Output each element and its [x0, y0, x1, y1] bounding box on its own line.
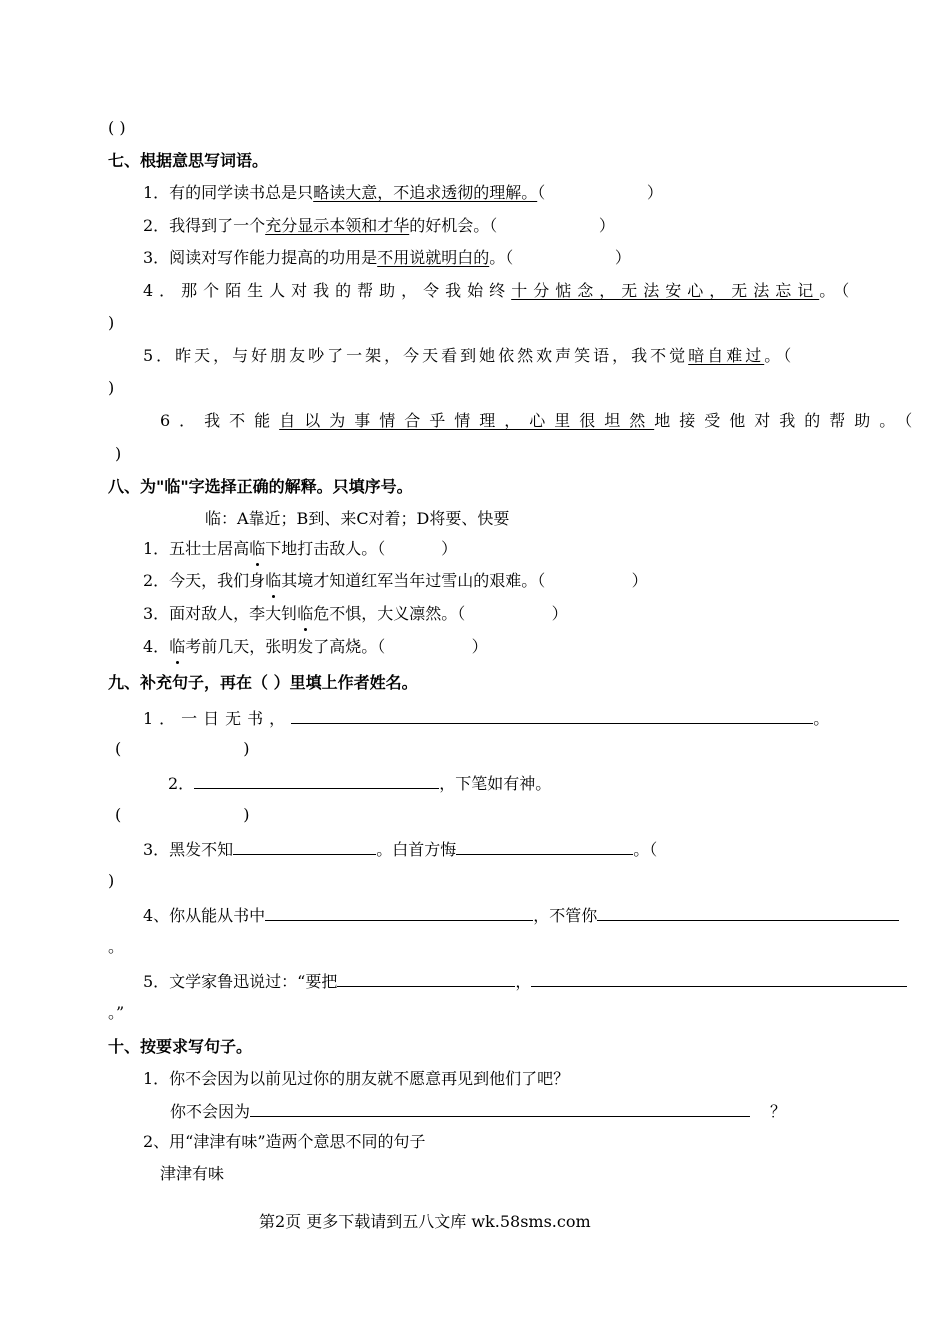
s7-q5-underlined: 暗自难过	[688, 346, 765, 365]
s9-q3-text: 3．黑发不知	[143, 840, 234, 859]
s7-q3-underlined: 不用说就明白的	[377, 248, 490, 267]
s9-q5	[143, 970, 907, 992]
section-9-heading: 九、补充句子，再在（ ）里填上作者姓名。	[108, 673, 418, 692]
s8-q2-marked-char: 临	[265, 571, 282, 590]
s10-q2: 2、用“津津有味”造两个意思不同的句子	[143, 1132, 426, 1151]
s8-q1-text: 1．五壮士居高	[143, 539, 250, 558]
s9-q1-text: 1．一日无书，	[143, 709, 292, 728]
s9-q3-blank-2[interactable]	[456, 838, 633, 855]
s8-q4-text: 4．	[143, 637, 170, 656]
s10-q1-answer-end: ？	[770, 1102, 787, 1121]
s7-q4-cont: )	[108, 313, 115, 332]
s8-q4	[143, 637, 488, 657]
s9-q2	[168, 772, 551, 794]
s7-q1	[143, 183, 663, 203]
s7-q2	[143, 216, 615, 236]
s7-q1-text: 1．有的同学读书总是只	[143, 183, 314, 202]
s9-q3-mid: 。白首方悔	[376, 840, 457, 859]
s7-q6	[160, 411, 921, 431]
s9-q4-blank-1[interactable]	[265, 904, 533, 921]
s8-q4-marked-char: 临	[169, 637, 186, 656]
s8-q3-paren: 危不惧，大义凛然。（ ）	[313, 604, 568, 623]
s7-q4	[143, 281, 855, 301]
s8-q2	[143, 571, 648, 591]
s7-q5	[143, 346, 794, 366]
s9-q2-blank[interactable]	[194, 772, 439, 789]
s10-q2-word: 津津有味	[160, 1164, 225, 1183]
s9-q5-blank-2[interactable]	[531, 970, 907, 987]
s9-q3-blank-1[interactable]	[233, 838, 376, 855]
s8-q3-text: 3．面对敌人，李大钊	[143, 604, 298, 623]
s10-q1-answer-blank[interactable]	[250, 1100, 750, 1117]
s9-q5-mid: ，	[515, 972, 532, 991]
s7-q1-paren: （ ）	[537, 183, 663, 202]
s9-q1-end: 。	[813, 709, 836, 728]
s8-q4-paren: 考前几天，张明发了高烧。（ ）	[185, 637, 488, 656]
s7-q5-text: 5．昨天，与好朋友吵了一架，今天看到她依然欢声笑语，我不觉	[143, 346, 689, 365]
s7-q6-paren: 地接受他对我的帮助。（	[654, 411, 922, 430]
s8-definitions: 临：A靠近；B到、来C对着；D将要、快要	[205, 509, 510, 528]
s7-q2-underlined: 充分显示本领和才华	[265, 216, 410, 235]
s9-q3-cont: )	[108, 871, 115, 890]
s7-q2-paren: 的好机会。（ ）	[409, 216, 615, 235]
s7-q5-paren: 。（	[764, 346, 795, 365]
s9-q5-text: 5．文学家鲁迅说过：“要把	[143, 972, 338, 991]
s7-q1-underlined: 略读大意，不追求透彻的理解。	[313, 183, 538, 202]
s8-q1	[143, 539, 457, 559]
s7-q4-underlined: 十分惦念，无法安心，无法忘记	[511, 281, 820, 300]
s8-q3-marked-char: 临	[297, 604, 314, 623]
s9-q1	[143, 707, 835, 729]
s9-q4-cont: 。	[108, 937, 125, 956]
s10-q1-answer	[170, 1100, 786, 1122]
s7-q6-cont: )	[115, 444, 122, 463]
s7-q4-text: 4．那个陌生人对我的帮助，令我始终	[143, 281, 512, 300]
section-8-heading: 八、为"临"字选择正确的解释。只填序号。	[108, 477, 413, 496]
s8-q1-marked-char: 临	[249, 539, 266, 558]
s9-q4-blank-2[interactable]	[597, 904, 899, 921]
s9-q5-cont: 。”	[108, 1003, 125, 1022]
s7-q6-text: 6．我不能	[160, 411, 280, 430]
s9-q2-author: ( )	[115, 805, 250, 824]
s9-q2-end: ，下笔如有神。	[439, 774, 552, 793]
s7-q2-text: 2．我得到了一个	[143, 216, 266, 235]
s10-q1: 1．你不会因为以前见过你的朋友就不愿意再见到他们了吧？	[143, 1069, 570, 1088]
s9-q4-mid: ，不管你	[533, 906, 598, 925]
section-7-heading: 七、根据意思写词语。	[108, 151, 269, 170]
s9-q5-blank-1[interactable]	[337, 970, 515, 987]
section-10-heading: 十、按要求写句子。	[108, 1037, 253, 1056]
s9-q4	[143, 904, 899, 926]
s7-q4-paren: 。（	[819, 281, 856, 300]
s9-q2-text: 2．	[168, 774, 195, 793]
s8-q2-paren: 其境才知道红军当年过雪山的艰难。（ ）	[281, 571, 648, 590]
s7-q3-paren: 。（ ）	[489, 248, 631, 267]
s8-q3	[143, 604, 568, 624]
s9-q4-text: 4、你从能从书中	[143, 906, 266, 925]
s7-q6-underlined: 自以为事情合乎情理，心里很坦然	[279, 411, 655, 430]
top-paren: ( )	[108, 118, 126, 137]
s9-q3-end: 。（	[633, 840, 658, 859]
s9-q1-author: ( )	[115, 739, 250, 758]
s7-q5-cont: )	[108, 378, 115, 397]
s9-q1-blank[interactable]	[291, 707, 813, 724]
s8-q2-text: 2．今天，我们身	[143, 571, 266, 590]
s9-q3	[143, 838, 657, 860]
page-footer: 第2页 更多下载请到五八文库 wk.58sms.com	[259, 1212, 591, 1231]
s8-q1-paren: 下地打击敌人。（ ）	[265, 539, 458, 558]
s7-q3	[143, 248, 631, 268]
s7-q3-text: 3．阅读对写作能力提高的功用是	[143, 248, 378, 267]
s10-q1-answer-prefix: 你不会因为	[170, 1102, 251, 1121]
